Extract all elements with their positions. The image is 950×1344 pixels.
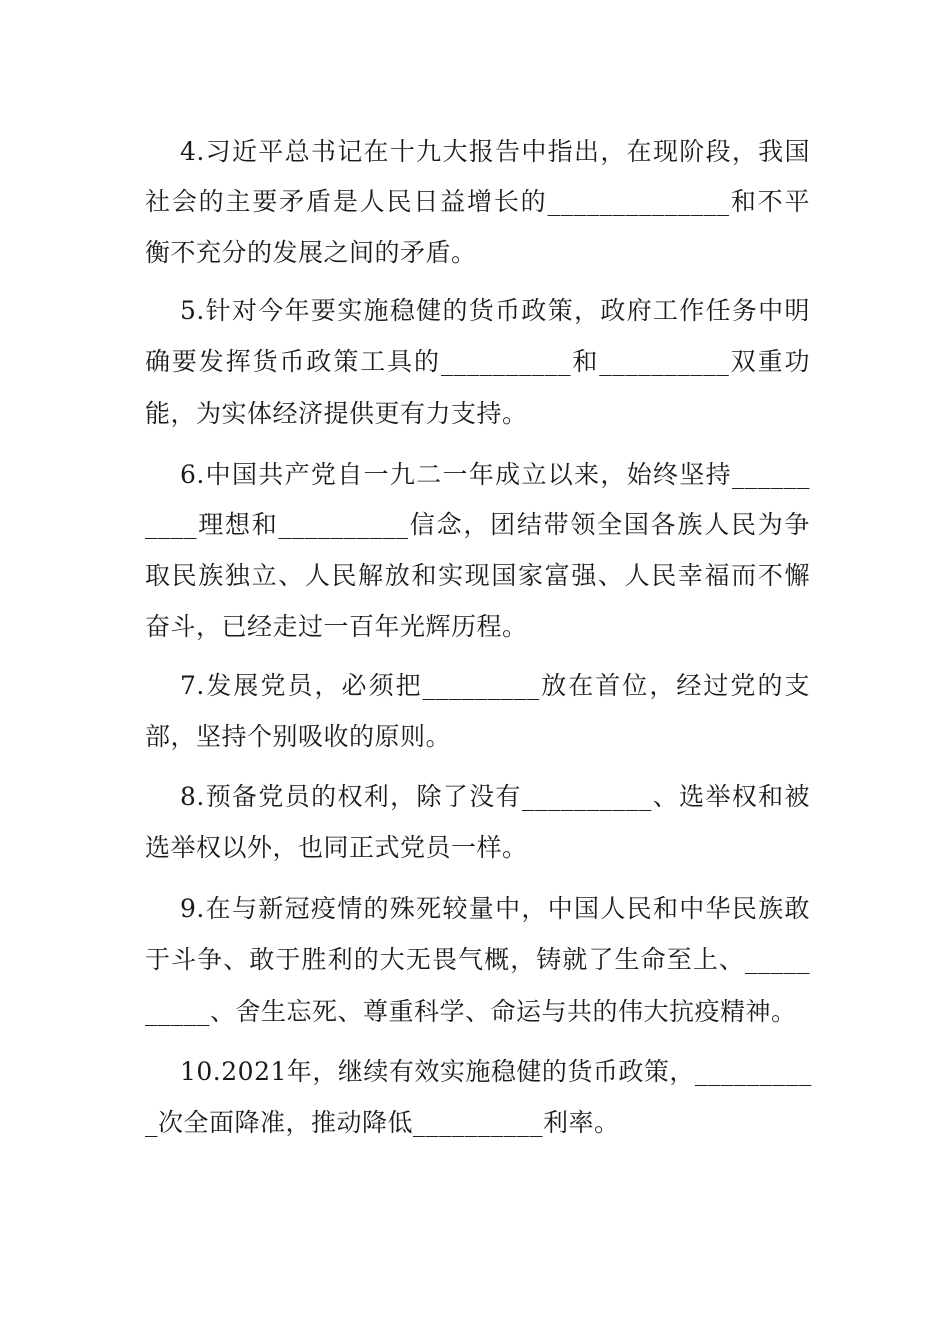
question-6-line-1: 6.中国共产党自一九二一年成立以来，始终坚持______	[180, 460, 810, 489]
question-10-line-2: _次全面降准，推动降低__________利率。	[145, 1108, 620, 1137]
question-6-line-4: 奋斗，已经走过一百年光辉历程。	[145, 612, 528, 641]
question-7-line-1: 7.发展党员，必须把_________放在首位，经过党的支	[180, 671, 810, 700]
question-5-line-1: 5.针对今年要实施稳健的货币政策，政府工作任务中明	[180, 296, 810, 325]
question-6-line-3: 取民族独立、人民解放和实现国家富强、人民幸福而不懈	[145, 561, 810, 590]
question-9-line-1: 9.在与新冠疫情的殊死较量中，中国人民和中华民族敢	[180, 894, 810, 923]
question-4-line-2: 社会的主要矛盾是人民日益增长的______________和不平	[145, 187, 810, 216]
question-5-line-2: 确要发挥货币政策工具的__________和__________双重功	[145, 347, 810, 376]
question-9-line-2: 于斗争、敢于胜利的大无畏气概，铸就了生命至上、_____	[145, 945, 810, 974]
question-6-line-2: ____理想和__________信念，团结带领全国各族人民为争	[145, 510, 810, 539]
question-7-line-2: 部，坚持个别吸收的原则。	[145, 722, 452, 751]
question-9-line-3: _____、舍生忘死、尊重科学、命运与共的伟大抗疫精神。	[145, 997, 797, 1026]
question-8-line-2: 选举权以外，也同正式党员一样。	[145, 833, 528, 862]
question-4-line-3: 衡不充分的发展之间的矛盾。	[145, 238, 477, 267]
question-8-line-1: 8.预备党员的权利，除了没有__________、选举权和被	[180, 782, 810, 811]
question-5-line-3: 能，为实体经济提供更有力支持。	[145, 399, 528, 428]
question-10-line-1: 10.2021年，继续有效实施稳健的货币政策，_________	[180, 1057, 812, 1086]
question-4-line-1: 4.习近平总书记在十九大报告中指出，在现阶段，我国	[180, 137, 810, 166]
